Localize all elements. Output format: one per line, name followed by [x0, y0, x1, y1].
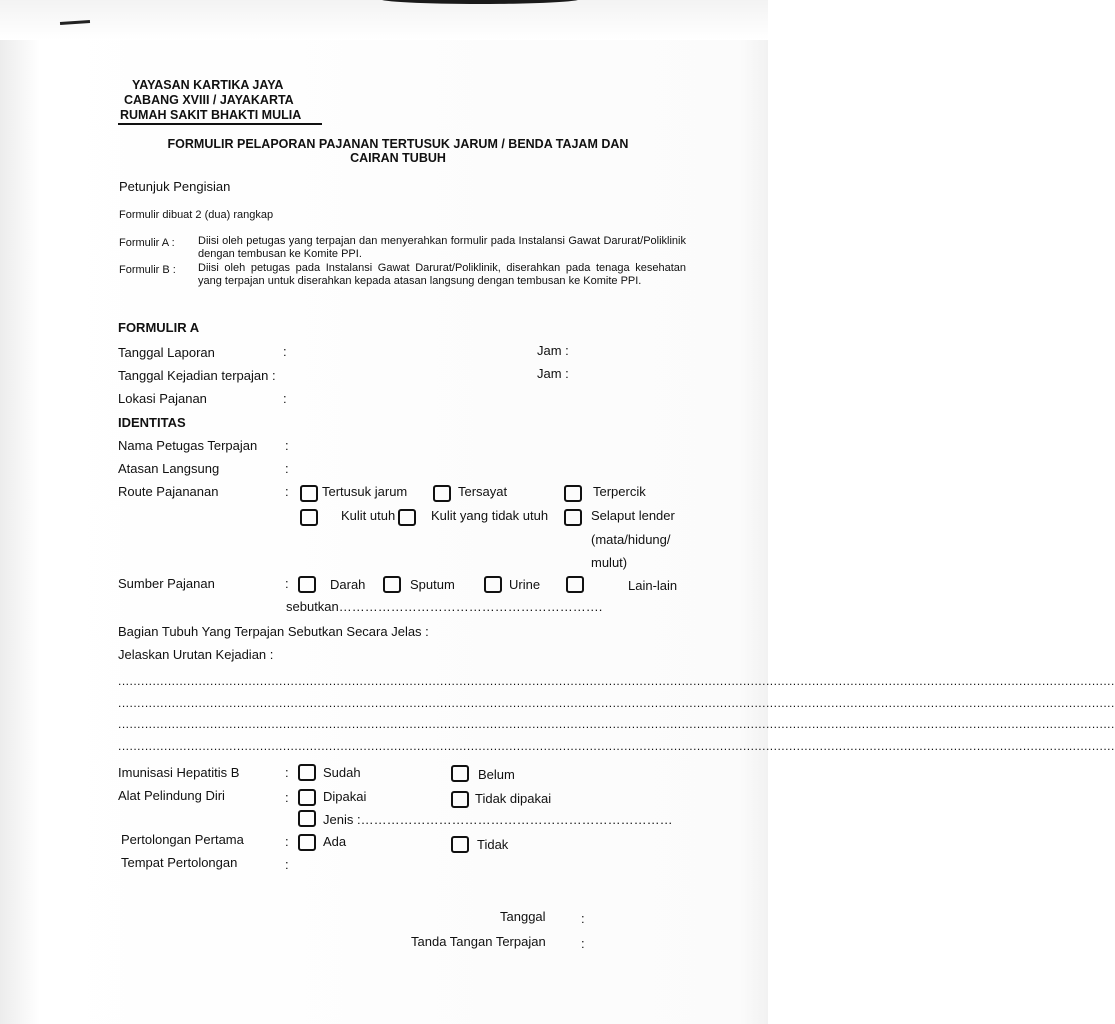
- colon: :: [285, 857, 289, 872]
- form-title-line1: FORMULIR PELAPORAN PAJANAN TERTUSUK JARUM / BENDA TAJAM DAN: [167, 137, 629, 151]
- tersayat-label: Tersayat: [458, 484, 508, 499]
- colon: :: [283, 391, 287, 406]
- form-b-description: Diisi oleh petugas pada Instalansi Gawat Darurat/Poliklinik, diserahkan pada tenaga kesehatan yang terpajan untuk diserahkan kepada atasan langsung dengan tembusan ke Komite PPI.: [198, 262, 686, 287]
- darah-checkbox[interactable]: [298, 576, 316, 593]
- colon: :: [285, 790, 289, 805]
- belum-label: Belum: [478, 767, 515, 782]
- tertusuk-jarum-label: Tertusuk jarum: [322, 484, 408, 499]
- tersayat-checkbox[interactable]: [433, 485, 451, 502]
- sputum-label: Sputum: [410, 577, 455, 592]
- tidak-label: Tidak: [477, 837, 509, 852]
- lokasi-pajanan-label: Lokasi Pajanan: [118, 391, 207, 406]
- atasan-langsung-label: Atasan Langsung: [118, 461, 220, 476]
- colon: :: [581, 911, 585, 926]
- form-b-label: Formulir B :: [119, 264, 176, 276]
- tertusuk-jarum-checkbox[interactable]: [300, 485, 318, 502]
- formulir-a-heading: FORMULIR A: [118, 320, 200, 335]
- tanggal-kejadian-label: Tanggal Kejadian terpajan :: [118, 368, 276, 383]
- dipakai-label: Dipakai: [323, 789, 367, 804]
- colon: :: [285, 461, 289, 476]
- sputum-checkbox[interactable]: [383, 576, 401, 593]
- nama-petugas-label: Nama Petugas Terpajan: [118, 438, 258, 453]
- dotted-answer-line[interactable]: ....................................................................................................................................................................................................................................................................: [118, 739, 1115, 753]
- dotted-answer-line[interactable]: ....................................................................................................................................................................................................................................................................: [118, 696, 1115, 710]
- signature-label: Tanda Tangan Terpajan: [411, 934, 546, 949]
- instructions-copies: Formulir dibuat 2 (dua) rangkap: [119, 209, 274, 221]
- dotted-answer-line[interactable]: ....................................................................................................................................................................................................................................................................: [118, 674, 1115, 688]
- colon: :: [285, 765, 289, 780]
- hospital-name: RUMAH SAKIT BHAKTI MULIA: [120, 108, 302, 122]
- sudah-label: Sudah: [323, 765, 361, 780]
- selaput-lender-label: Selaput lender: [591, 508, 675, 523]
- kulit-tidak-utuh-checkbox[interactable]: [398, 509, 416, 526]
- tanggal-laporan-label: Tanggal Laporan: [118, 345, 215, 360]
- ada-label: Ada: [323, 834, 347, 849]
- org-name: YAYASAN KARTIKA JAYA: [132, 78, 284, 92]
- dotted-answer-line[interactable]: ....................................................................................................................................................................................................................................................................: [118, 717, 1115, 731]
- identitas-heading: IDENTITAS: [118, 415, 186, 430]
- imunisasi-label: Imunisasi Hepatitis B: [118, 765, 240, 780]
- kulit-tidak-utuh-label: Kulit yang tidak utuh: [431, 508, 549, 523]
- colon: :: [285, 576, 289, 591]
- route-pajanan-label: Route Pajananan: [118, 484, 219, 499]
- signature-date-label: Tanggal: [500, 909, 546, 924]
- org-branch: CABANG XVIII / JAYAKARTA: [124, 93, 294, 107]
- jenis-checkbox[interactable]: [298, 810, 316, 827]
- jam-label: Jam :: [537, 343, 569, 358]
- jam-label: Jam :: [537, 366, 569, 381]
- terpercik-label: Terpercik: [593, 484, 646, 499]
- tidak-dipakai-checkbox[interactable]: [451, 791, 469, 808]
- form-title-line2: CAIRAN TUBUH: [350, 151, 446, 165]
- scan-shadow: [0, 0, 768, 40]
- tidak-dipakai-label: Tidak dipakai: [475, 791, 552, 806]
- header-underline: [118, 123, 322, 125]
- colon: :: [285, 438, 289, 453]
- terpercik-checkbox[interactable]: [564, 485, 582, 502]
- lain-lain-checkbox[interactable]: [566, 576, 584, 593]
- selaput-lender-detail: (mata/hidung/: [591, 532, 671, 547]
- urutan-kejadian-label: Jelaskan Urutan Kejadian :: [118, 647, 274, 662]
- kulit-utuh-label: Kulit utuh: [341, 508, 396, 523]
- urine-label: Urine: [509, 577, 541, 592]
- bagian-tubuh-label: Bagian Tubuh Yang Terpajan Sebutkan Secara Jelas :: [118, 624, 429, 639]
- dipakai-checkbox[interactable]: [298, 789, 316, 806]
- kulit-utuh-checkbox[interactable]: [300, 509, 318, 526]
- tidak-checkbox[interactable]: [451, 836, 469, 853]
- selaput-lender-checkbox[interactable]: [564, 509, 582, 526]
- sudah-checkbox[interactable]: [298, 764, 316, 781]
- colon: :: [283, 344, 287, 359]
- form-a-description: Diisi oleh petugas yang terpajan dan menyerahkan formulir pada Instalansi Gawat Darurat/Poliklinik dengan tembusan ke Komite PPI.: [198, 235, 686, 260]
- darah-label: Darah: [330, 577, 366, 592]
- belum-checkbox[interactable]: [451, 765, 469, 782]
- sebutkan-field[interactable]: sebutkan…………………………………………………….: [286, 599, 603, 614]
- instructions-heading: Petunjuk Pengisian: [119, 179, 231, 194]
- pertolongan-pertama-label: Pertolongan Pertama: [121, 832, 244, 847]
- lain-lain-label: Lain-lain: [628, 578, 678, 593]
- colon: :: [285, 484, 289, 499]
- form-a-label: Formulir A :: [119, 237, 175, 249]
- urine-checkbox[interactable]: [484, 576, 502, 593]
- ada-checkbox[interactable]: [298, 834, 316, 851]
- selaput-lender-detail: mulut): [591, 555, 628, 570]
- jenis-field[interactable]: Jenis :………………………………………………………………: [323, 812, 673, 827]
- apd-label: Alat Pelindung Diri: [118, 788, 225, 803]
- tempat-pertolongan-label: Tempat Pertolongan: [121, 855, 238, 870]
- colon: :: [285, 834, 289, 849]
- colon: :: [581, 936, 585, 951]
- sumber-pajanan-label: Sumber Pajanan: [118, 576, 215, 591]
